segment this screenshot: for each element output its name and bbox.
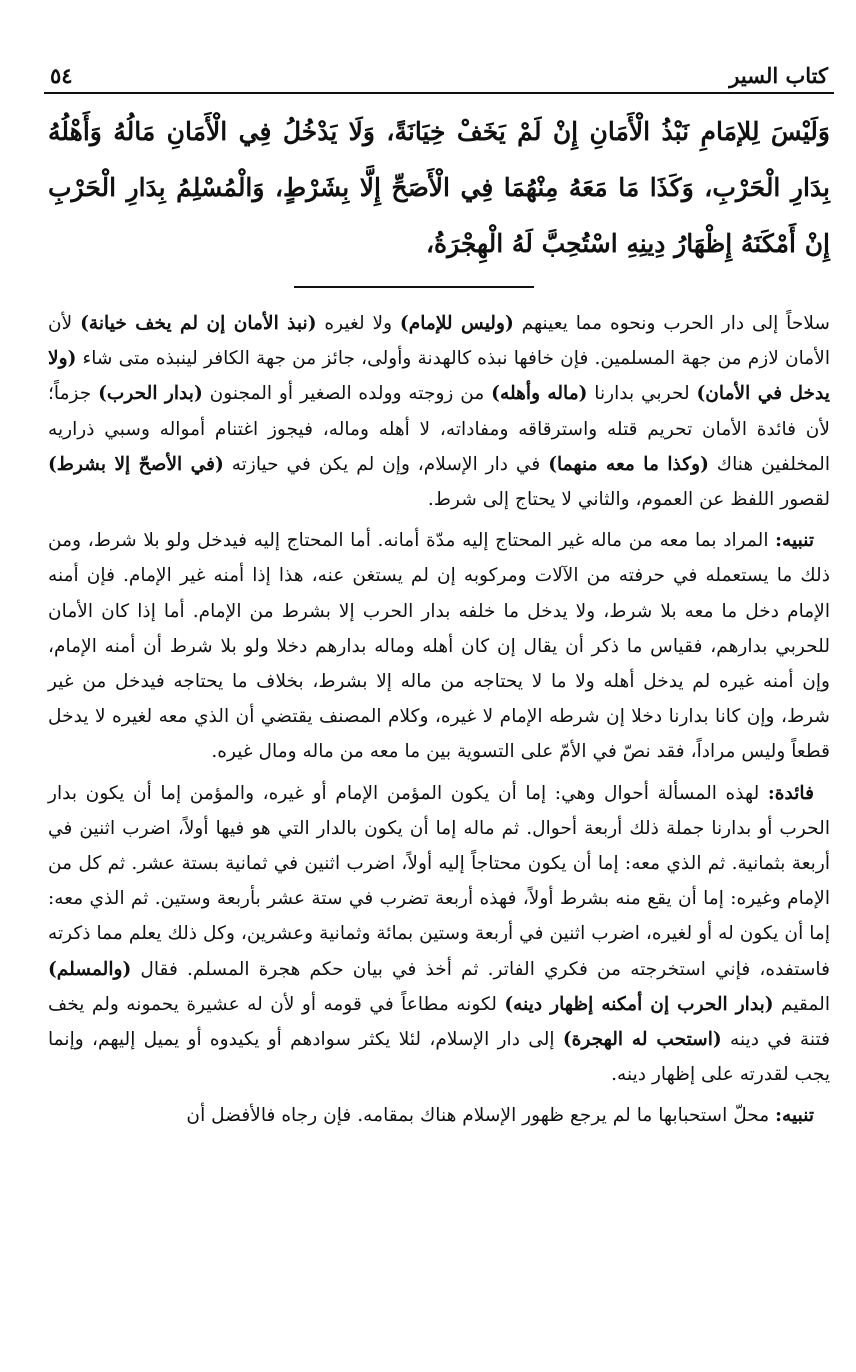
commentary-text: المراد بما معه من ماله غير المحتاج إليه مدّة أمانه. أما المحتاج إليه فيدخل ولو بلا شرط، ومن ذلك ما يستعمله في حرفته من الآلات ومركوبه إن لم يستغن عنه، هذا إذا أمنه غير الإمام. فإن أمنه الإمام دخل ما معه بلا شرط، ولا يدخل ما خلفه بدار الحرب إلا بشرط من الإمام. أما إذا كان الأمان للحربي بدارهم، فقياس ما ذكر أن يقال إن كان أهله وماله بدارهم دخلا ولو بلا شرط أن أمنه الإمام، وإن أمنه غيره لم يدخل أهله ولا ما لا يحتاجه من ماله إلا بشرط، بخلاف ما يحتاجه فيدخل من غير شرط، وإن كانا بدارنا دخلا إن شرطه الإمام لا غيره، وكلام المصنف يقتضي أن الذي معه لغيره لا يدخل قطعاً وليس مراداً، فقد نصّ في الأمّ على التسوية بين ما معه من ماله ومال غيره. xyxy=(48,530,830,763)
commentary-text: في دار الإسلام، وإن لم يكن في حيازته xyxy=(223,453,549,475)
note-label: فائدة: xyxy=(767,782,814,804)
commentary-text: لهذه المسألة أحوال وهي: إما أن يكون المؤمن الإمام أو غيره، والمؤمن إما أن يكون بدار الحرب أو بدارنا جملة ذلك أربعة أحوال. ثم ماله إما أن يكون بالدار التي هو فيها أولاً، اضرب اثنين في أربعة بثمانية. ثم الذي معه: إما أن يكون محتاجاً إليه أولاً، اضرب اثنين في ثمانية بستة عشر. ثم كل من الإمام وغيره: إما أن يقع منه بشرط أولاً، فهذه أربعة تضرب في ستة عشر بأربعة وستين. ثم الذي معه: إما أن يكون له أو لغيره، اضرب اثنين في أربعة وستين بمائة وثمانية وعشرين، وكل ذلك يعلم مما ذكرته فاستفده، فإني استخرجته من فكري الفاتر. ثم أخذ في بيان حكم هجرة المسلم. فقال xyxy=(48,782,830,980)
quoted-matn: (وكذا ما معه منهما) xyxy=(548,453,709,475)
commentary-paragraph-4 xyxy=(48,1098,830,1133)
note-label: تنبيه: xyxy=(775,1105,814,1127)
commentary-text: ولا لغيره xyxy=(316,313,400,334)
matn-text: وَلَيْسَ لِلإمَامِ نَبْذُ الْأَمَانِ إِنْ لَمْ يَخَفْ خِيَانَةً، وَلَا يَدْخُلُ فِي الْأَمَانِ مَالُهُ وَأَهْلُهُ بِدَارِ الْحَرْبِ، وَكَذَا مَا مَعَهُ مِنْهُمَا فِي الْأَصَحِّ إِلَّا بِشَرْطٍ، وَالْمُسْلِمُ بِدَارِ الْحَرْبِ إِنْ أَمْكَنَهُ إِظْهَارُ دِينِهِ اسْتُحِبَّ لَهُ الْهِجْرَةُ، xyxy=(48,117,830,258)
page-number: ٥٤ xyxy=(50,63,73,88)
separator-rule xyxy=(294,286,534,288)
quoted-matn: (نبذ الأمان إن لم يخف خيانة) xyxy=(80,313,317,334)
commentary xyxy=(44,306,834,1134)
quoted-matn: (في الأصحّ إلا بشرط) xyxy=(48,453,224,475)
commentary-text: لأن الأمان لازم من جهة المسلمين. فإن خافها نبذه كالهدنة وأولى، جائز من جهة الكافر لينبذه متى شاء xyxy=(48,313,830,370)
quoted-matn: (والمسلم) xyxy=(48,958,132,980)
book-page xyxy=(44,60,834,1350)
commentary-text: سلاحاً إلى دار الحرب ونحوه مما يعينهم xyxy=(513,313,831,334)
quoted-matn: (بدار الحرب إن أمكنه إظهار دينه) xyxy=(504,993,774,1015)
commentary-text: محلّ استحبابها ما لم يرجع ظهور الإسلام هناك بمقامه. فإن رجاه فالأفضل أن xyxy=(186,1105,776,1127)
quoted-matn: (ولا يدخل في الأمان) xyxy=(48,348,830,405)
quoted-matn: (استحب له الهجرة) xyxy=(562,1029,722,1051)
note-label: تنبيه: xyxy=(775,530,814,552)
commentary-paragraph-1 xyxy=(48,306,830,517)
commentary-text: إلى دار الإسلام، لئلا يكثر سوادهم أو يكيدوه أو يميل إليهم، وإنما يجب لقدرته على إظهار دينه. xyxy=(48,1029,830,1086)
commentary-text: لكونه مطاعاً في قومه أو لأن له عشيرة يحمونه ولم يخف فتنة في دينه xyxy=(48,993,830,1051)
commentary-paragraph-3 xyxy=(48,776,830,1093)
quoted-matn: (وليس للإمام) xyxy=(399,313,514,334)
commentary-text: المقيم xyxy=(773,993,830,1015)
quoted-matn: (ماله وأهله) xyxy=(491,383,588,405)
commentary-text: جزماً؛ لأن فائدة الأمان تحريم قتله واسترقاقه ومفاداته، لا أهله وماله، فيجوز اغتنام أمواله وسبي ذراريه المخلفين هناك xyxy=(48,383,830,475)
quoted-matn: (بدار الحرب) xyxy=(98,383,203,405)
commentary-text: لحربي بدارنا xyxy=(587,383,697,405)
commentary-paragraph-2 xyxy=(48,523,830,769)
running-title: كتاب السير xyxy=(729,63,828,88)
running-header xyxy=(44,60,834,94)
commentary-text: من زوجته وولده الصغير أو المجنون xyxy=(202,383,492,405)
commentary-text: لقصور اللفظ عن العموم، والثاني لا يحتاج إلى شرط. xyxy=(427,489,830,511)
